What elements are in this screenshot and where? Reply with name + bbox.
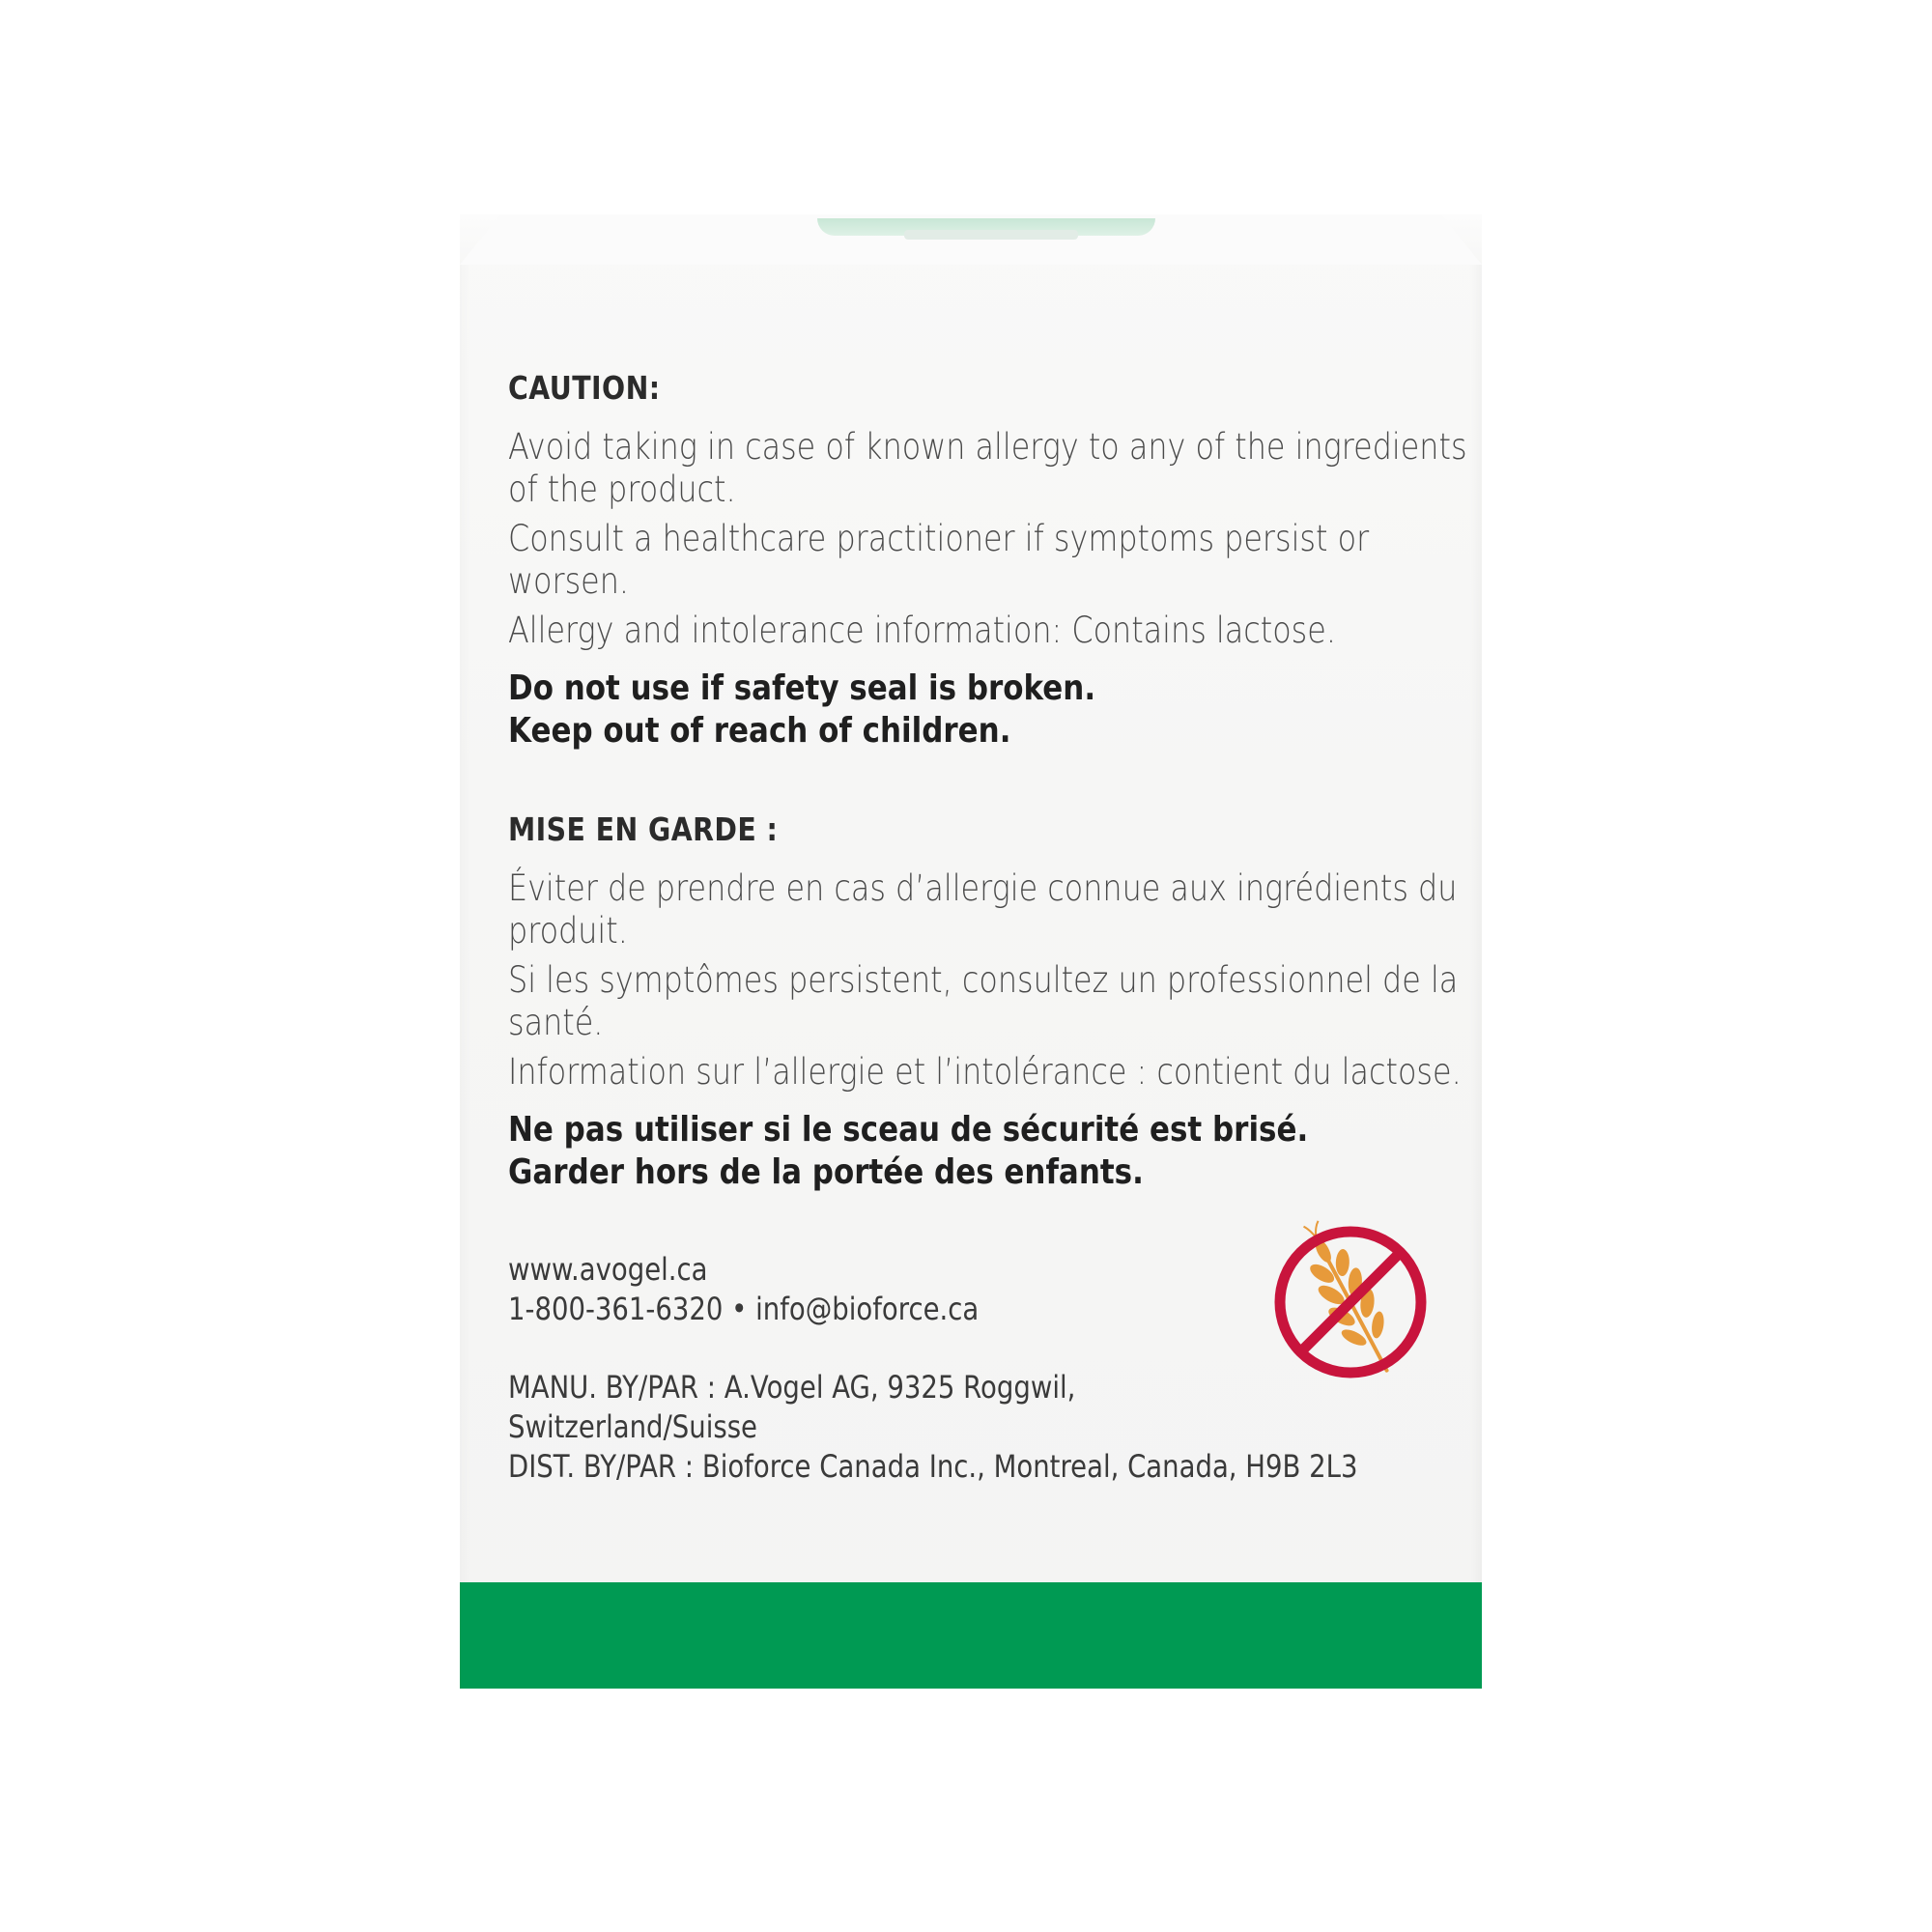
website: www.avogel.ca — [508, 1251, 708, 1288]
mise-en-garde-line: Éviter de prendre en cas d’allergie connue aux ingrédients du produit. — [508, 867, 1458, 952]
mise-en-garde-heading: MISE EN GARDE : — [508, 810, 779, 848]
mise-en-garde-line: Si les symptômes persistent, consultez un professionnel de la santé. — [508, 959, 1459, 1043]
green-band — [460, 1582, 1482, 1689]
mise-en-garde-warning: Ne pas utiliser si le sceau de sécurité est brisé. — [508, 1110, 1309, 1150]
mise-en-garde-line: Information sur l’allergie et l’intolérance : contient du lactose. — [508, 1051, 1462, 1093]
caution-heading: CAUTION: — [508, 369, 661, 407]
caution-line: Allergy and intolerance information: Contains lactose. — [508, 610, 1336, 651]
caution-line: Consult a healthcare practitioner if symptoms persist or worsen. — [508, 518, 1370, 602]
mise-en-garde-warning: Garder hors de la portée des enfants. — [508, 1152, 1144, 1192]
product-box-back — [460, 214, 1482, 1689]
caution-line: Avoid taking in case of known allergy to any of the ingredients of the product. — [508, 426, 1467, 510]
manufacturer-line: MANU. BY/PAR : A.Vogel AG, 9325 Roggwil, — [508, 1369, 1076, 1406]
manufacturer-country: Switzerland/Suisse — [508, 1408, 757, 1445]
brand-wordmark-peek — [904, 230, 1078, 240]
box-top-edge — [460, 214, 1482, 265]
distributor-line: DIST. BY/PAR : Bioforce Canada Inc., Montreal, Canada, H9B 2L3 — [508, 1448, 1358, 1485]
phone-email: 1-800-361-6320 • info@bioforce.ca — [508, 1291, 980, 1327]
caution-warning: Do not use if safety seal is broken. — [508, 668, 1096, 708]
no-wheat-icon — [1267, 1219, 1434, 1385]
caution-warning: Keep out of reach of children. — [508, 711, 1011, 751]
